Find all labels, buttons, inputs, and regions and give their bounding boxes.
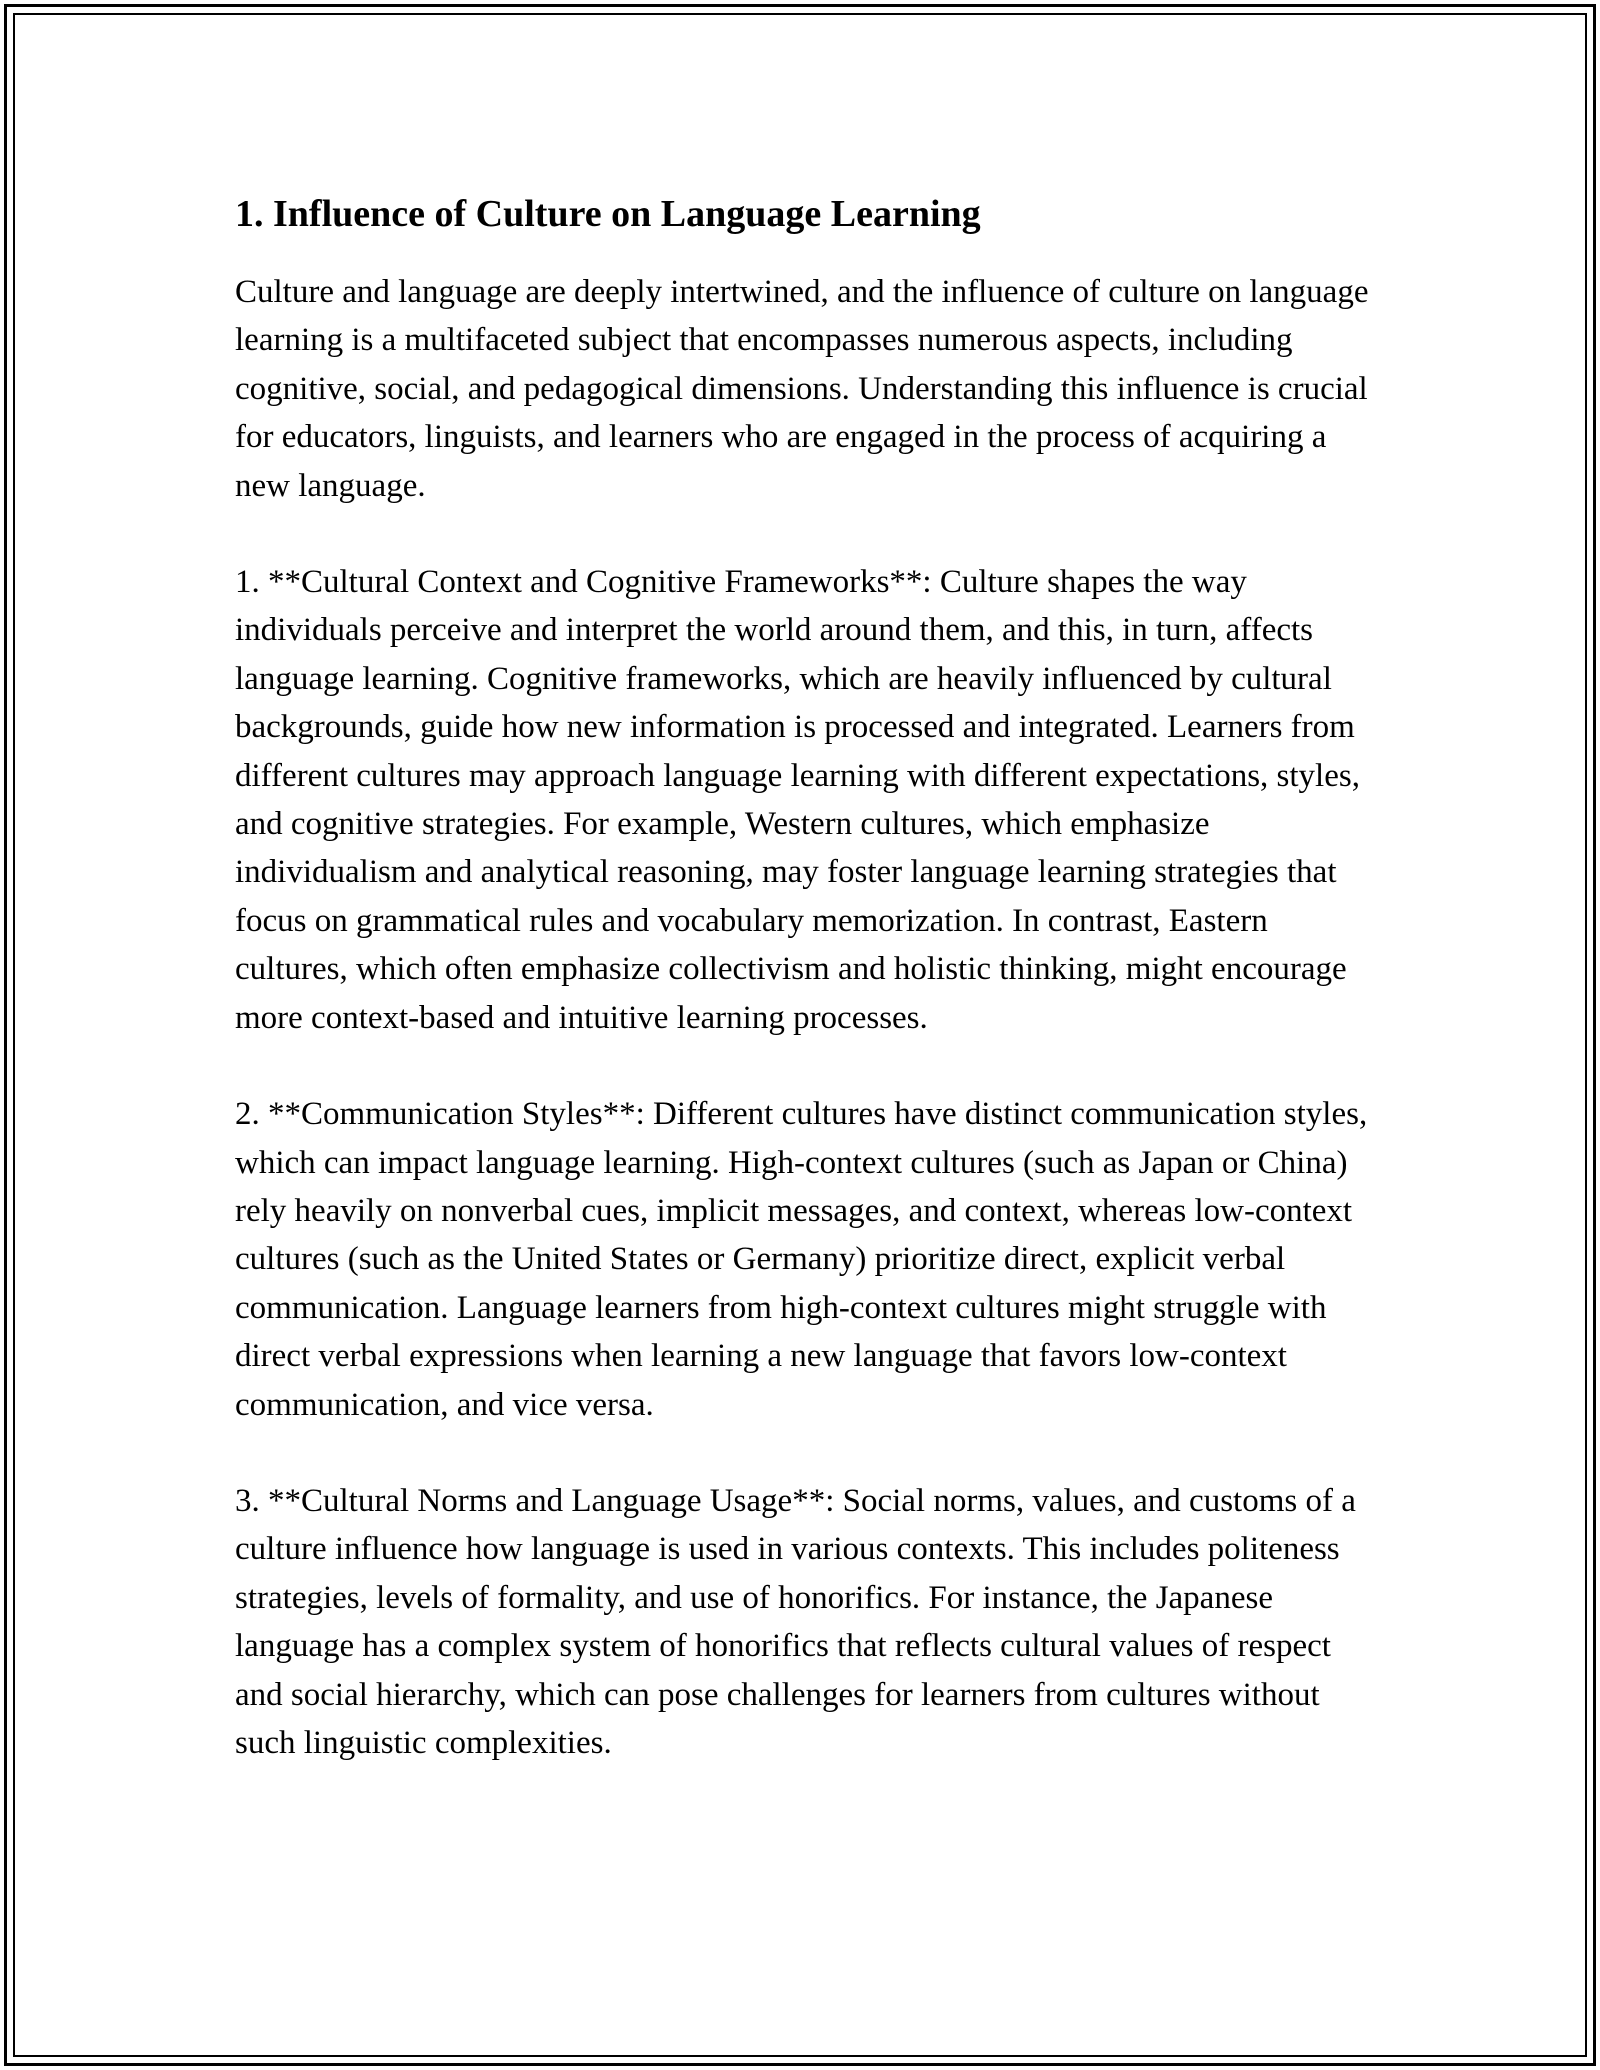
paragraph-communication-styles: 2. **Communication Styles**: Different cultures have distinct communication styles, which can impact language learning. High-context cultures (such as Japan or China) rely heavily on nonverbal cues, implicit messages, and context, whereas low-context cultures (such as the United States or Germany) prioritize direct, explicit verbal communication. Language learners from high-context cultures might struggle with direct verbal expressions when learning a new language that favors low-context communication, and vice versa. — [235, 1096, 1368, 1423]
document-body — [235, 188, 1375, 1815]
section-heading: 1. Influence of Culture on Language Learning — [235, 193, 981, 235]
paragraph-cultural-norms: 3. **Cultural Norms and Language Usage**: Social norms, values, and customs of a culture influence how language is used in various contexts. This includes politeness strategies, levels of formality, and use of honorifics. For instance, the Japanese language has a complex system of honorifics that reflects cultural values of respect and social hierarchy, which can pose challenges for learners from cultures without such linguistic complexities. — [235, 1482, 1356, 1761]
intro-paragraph: Culture and language are deeply intertwined, and the influence of culture on language learning is a multifaceted subject that encompasses numerous aspects, including cognitive, social, and pedagogical dimensions. Understanding this influence is crucial for educators, linguists, and learners who are engaged in the process of acquiring a new language. — [235, 274, 1369, 504]
paragraph-cultural-context: 1. **Cultural Context and Cognitive Frameworks**: Culture shapes the way individuals perceive and interpret the world around them, and this, in turn, affects language learning. Cognitive frameworks, which are heavily influenced by cultural backgrounds, guide how new information is processed and integrated. Learners from different cultures may approach language learning with different expectations, styles, and cognitive strategies. For example, Western cultures, which emphasize individualism and analytical reasoning, may foster language learning strategies that focus on grammatical rules and vocabulary memorization. In contrast, Eastern cultures, which often emphasize collectivism and holistic thinking, might encourage more context-based and intuitive learning processes. — [235, 564, 1360, 1036]
